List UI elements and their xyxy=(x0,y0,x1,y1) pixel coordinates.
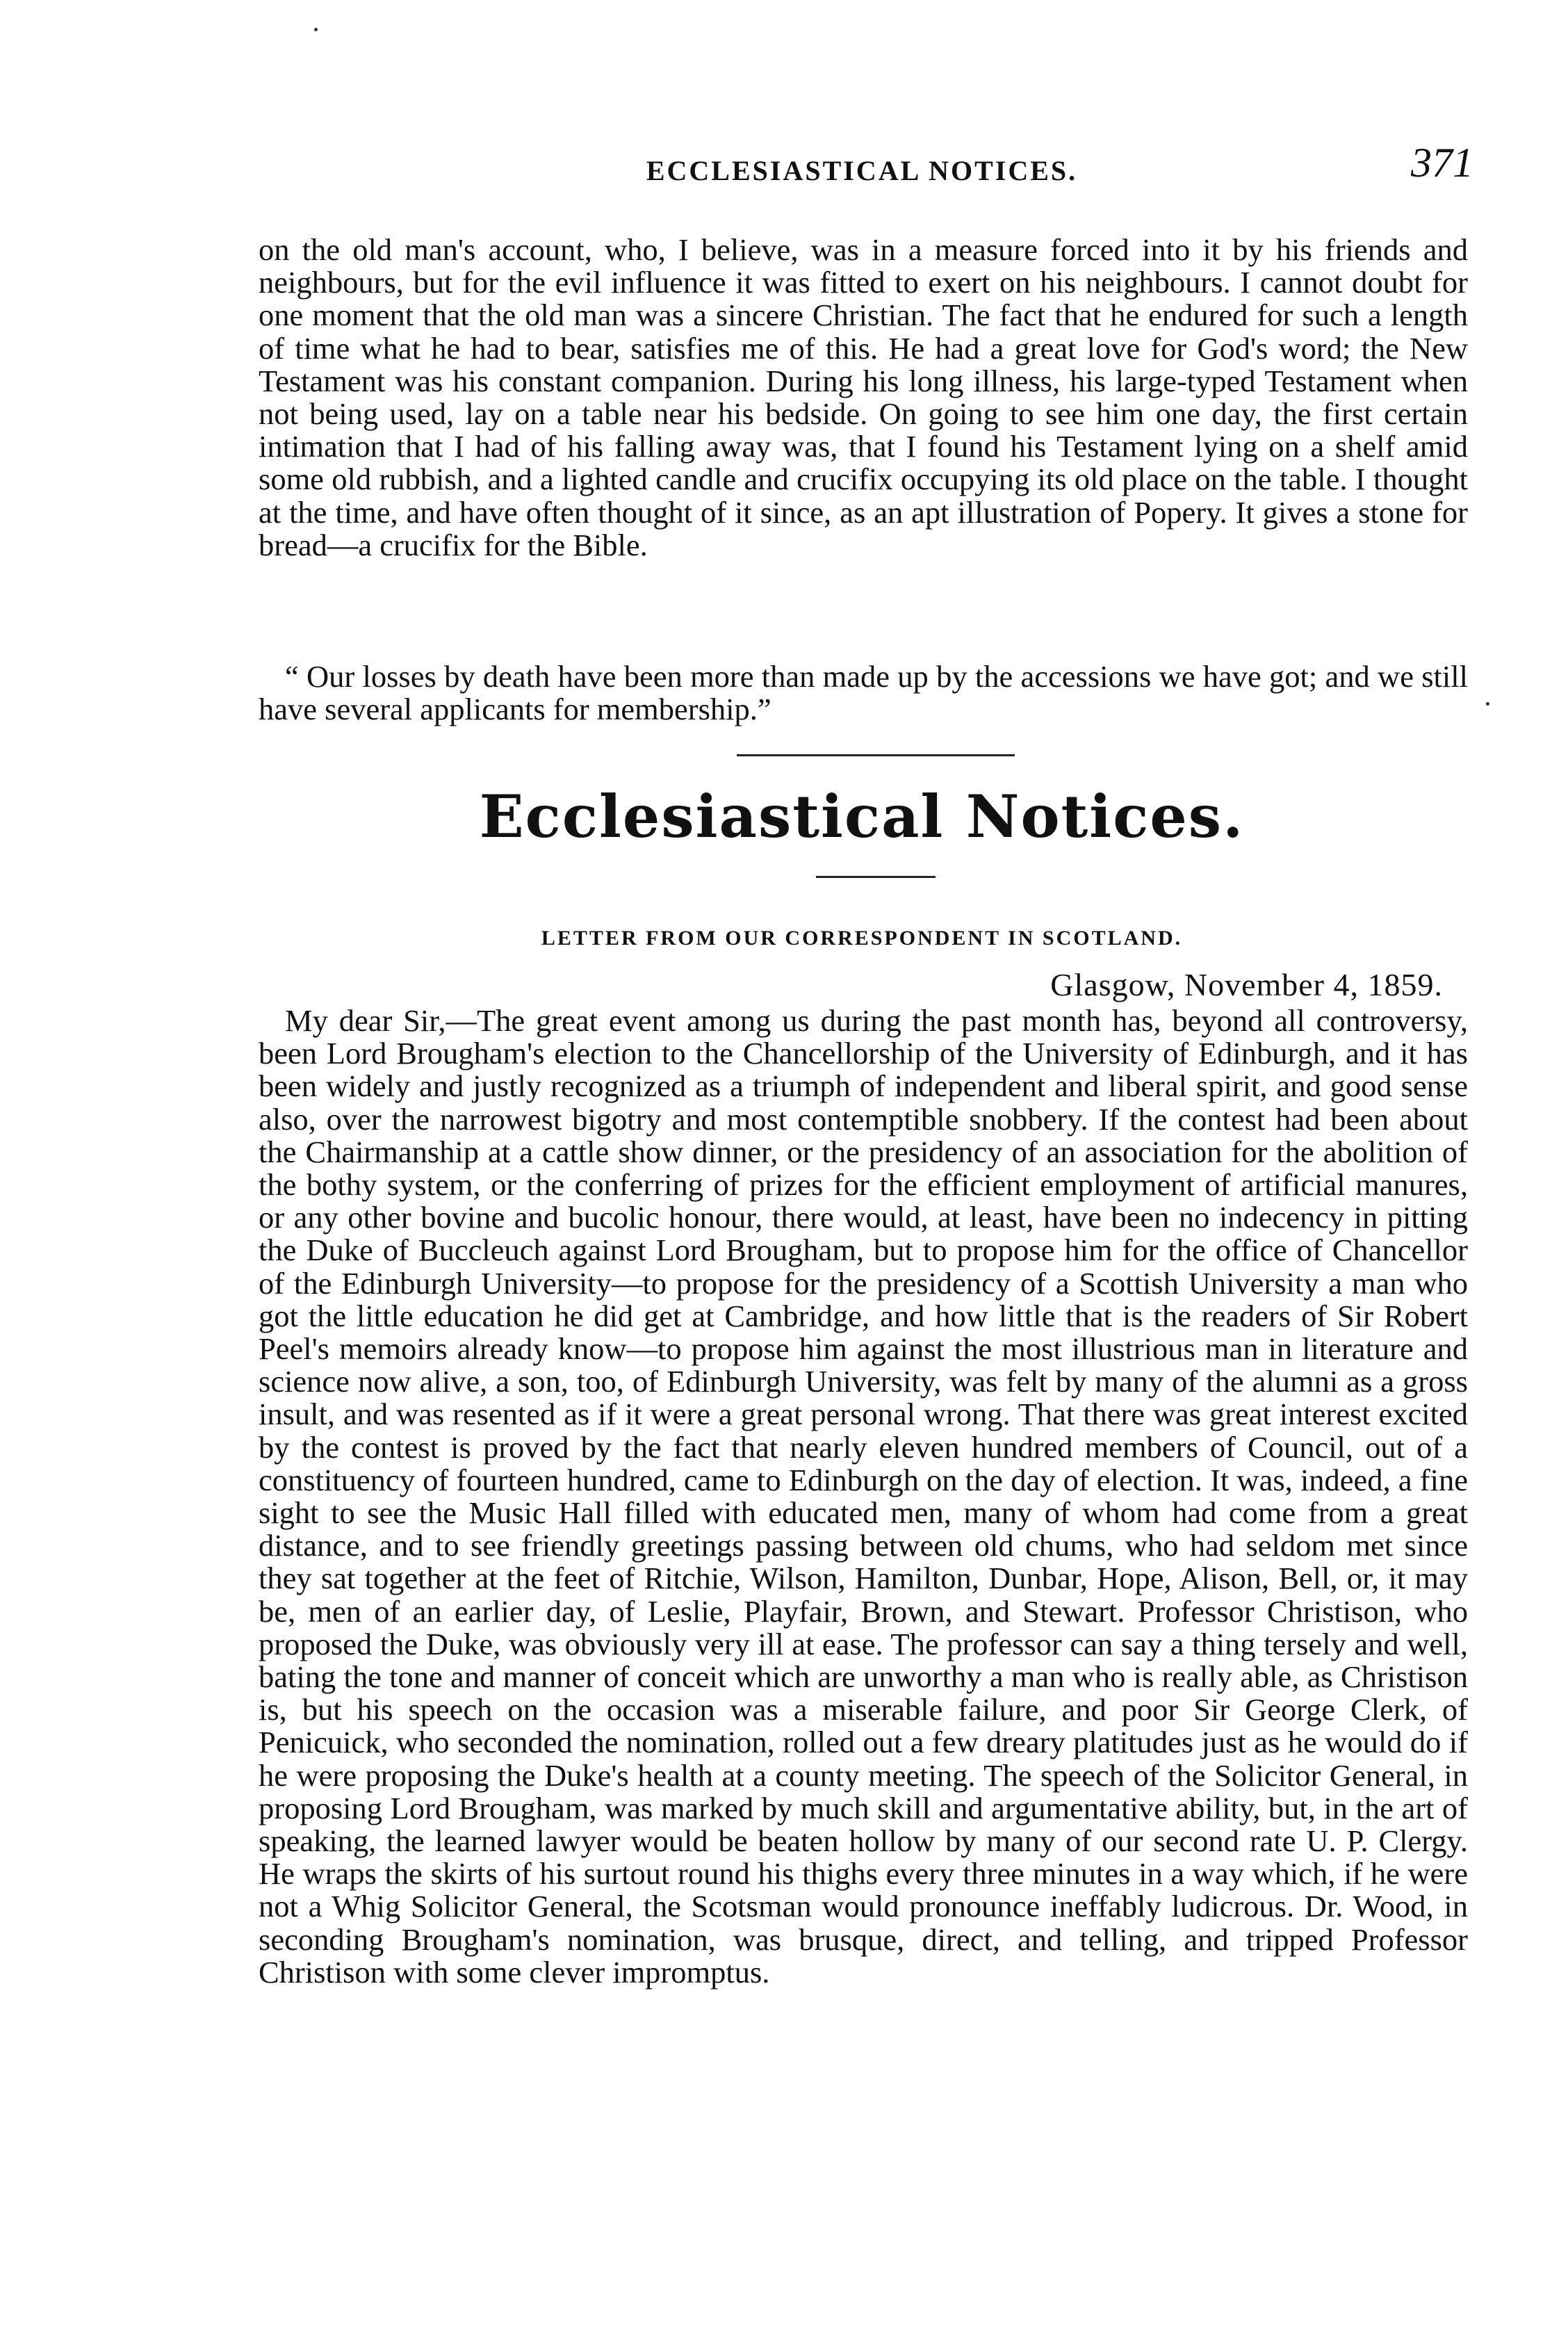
section-subtitle: LETTER FROM OUR CORRESPONDENT IN SCOTLAND. xyxy=(541,927,1183,950)
margin-speck xyxy=(314,28,318,31)
title-underline xyxy=(816,876,936,878)
page-header xyxy=(250,139,1473,188)
section-divider xyxy=(737,754,1015,756)
paragraph-text: on the old man's account, who, I believe, was in a measure forced into it by his friends and neighbours, but for the evil influence it was fitted to exert on his neighbours. I cannot doubt for one moment that the old man was a sincere Christian. The fact that he endured for such a length of time what he had to bear, satisfies me of this. He had a great love for God's word; the New Testament was his constant companion. During his long illness, his large-typed Testament when not being used, lay on a table near his bedside. On going to see him one day, the first certain intimation that I had of his falling away was, that I found his Testament lying on a shelf amid some old rubbish, and a lighted candle and crucifix occupying its old place on the table. I thought at the time, and have often thought of it since, as an apt illustration of Popery. It gives a stone for bread—a crucifix for the Bible. xyxy=(259,232,1468,562)
continued-paragraph xyxy=(259,234,1468,562)
dateline: Glasgow, November 4, 1859. xyxy=(1050,967,1443,1002)
section-title: Ecclesiastical Notices. xyxy=(479,782,1245,851)
running-title: ECCLESIASTICAL NOTICES. xyxy=(646,155,1078,186)
quote-paragraph xyxy=(259,660,1468,726)
paragraph-text: My dear Sir,—The great event among us during the past month has, beyond all controversy, been Lord Brougham's election to the Chancellorship of the University of Edinburgh, and it has been widely and justly recognized as a triumph of independent and liberal spirit, and good sense also, over the narrowest bigotry and most contemptible snobbery. If the contest had been about the Chairmanship at a cattle show dinner, or the presidency of an association for the abolition of the bothy system, or the conferring of prizes for the efficient employment of artificial manures, or any other bovine and bucolic honour, there would, at least, have been no indecency in pitting the Duke of Buccleuch against Lord Brougham, but to propose him for the office of Chancellor of the Edinburgh University—to propose for the presidency of a Scottish University a man who got the little education he did get at Cambridge, and how little that is the readers of Sir Robert Peel's memoirs already know—to propose him against the most illustrious man in literature and science now alive, a son, too, of Edinburgh University, was felt by many of the alumni as a gross insult, and was resented as if it were a great personal wrong. That there was great interest excited by the contest is proved by the fact that nearly eleven hundred members of Council, out of a constituency of fourteen hundred, came to Edinburgh on the day of election. It was, indeed, a fine sight to see the Music Hall filled with educated men, many of whom had come from a great distance, and to see friendly greetings passing between old chums, who had seldom met since they sat together at the feet of Ritchie, Wilson, Hamilton, Dunbar, Hope, Alison, Bell, or, it may be, men of an earlier day, of Leslie, Playfair, Brown, and Stewart. Professor Christison, who proposed the Duke, was obviously very ill at ease. The professor can say a thing tersely and well, bating the tone and manner of conceit which are unworthy a man who is really able, as Christison is, but his speech on the occasion was a miserable failure, and poor Sir George Clerk, of Penicuick, who seconded the nomination, rolled out a few dreary platitudes just as he would do if he were proposing the Duke's health at a county meeting. The speech of the Solicitor General, in proposing Lord Brougham, was marked by much skill and argumentative ability, but, in the art of speaking, the learned lawyer would be beaten hollow by many of our second rate U. P. Clergy. He wraps the skirts of his surtout round his thighs every three minutes in a way which, if he were not a Whig Solicitor General, the Scotsman would pronounce ineffably ludicrous. Dr. Wood, in seconding Brougham's nomination, was brusque, direct, and telling, and tripped Professor Christison with some clever impromptus. xyxy=(259,1003,1468,1990)
paragraph-text: “ Our losses by death have been more than made up by the accessions we have got; and we still have several applicants for membership.” xyxy=(259,659,1468,727)
page-number: 371 xyxy=(1411,140,1473,186)
letter-paragraph xyxy=(259,1004,1468,1989)
margin-speck xyxy=(1486,702,1489,706)
